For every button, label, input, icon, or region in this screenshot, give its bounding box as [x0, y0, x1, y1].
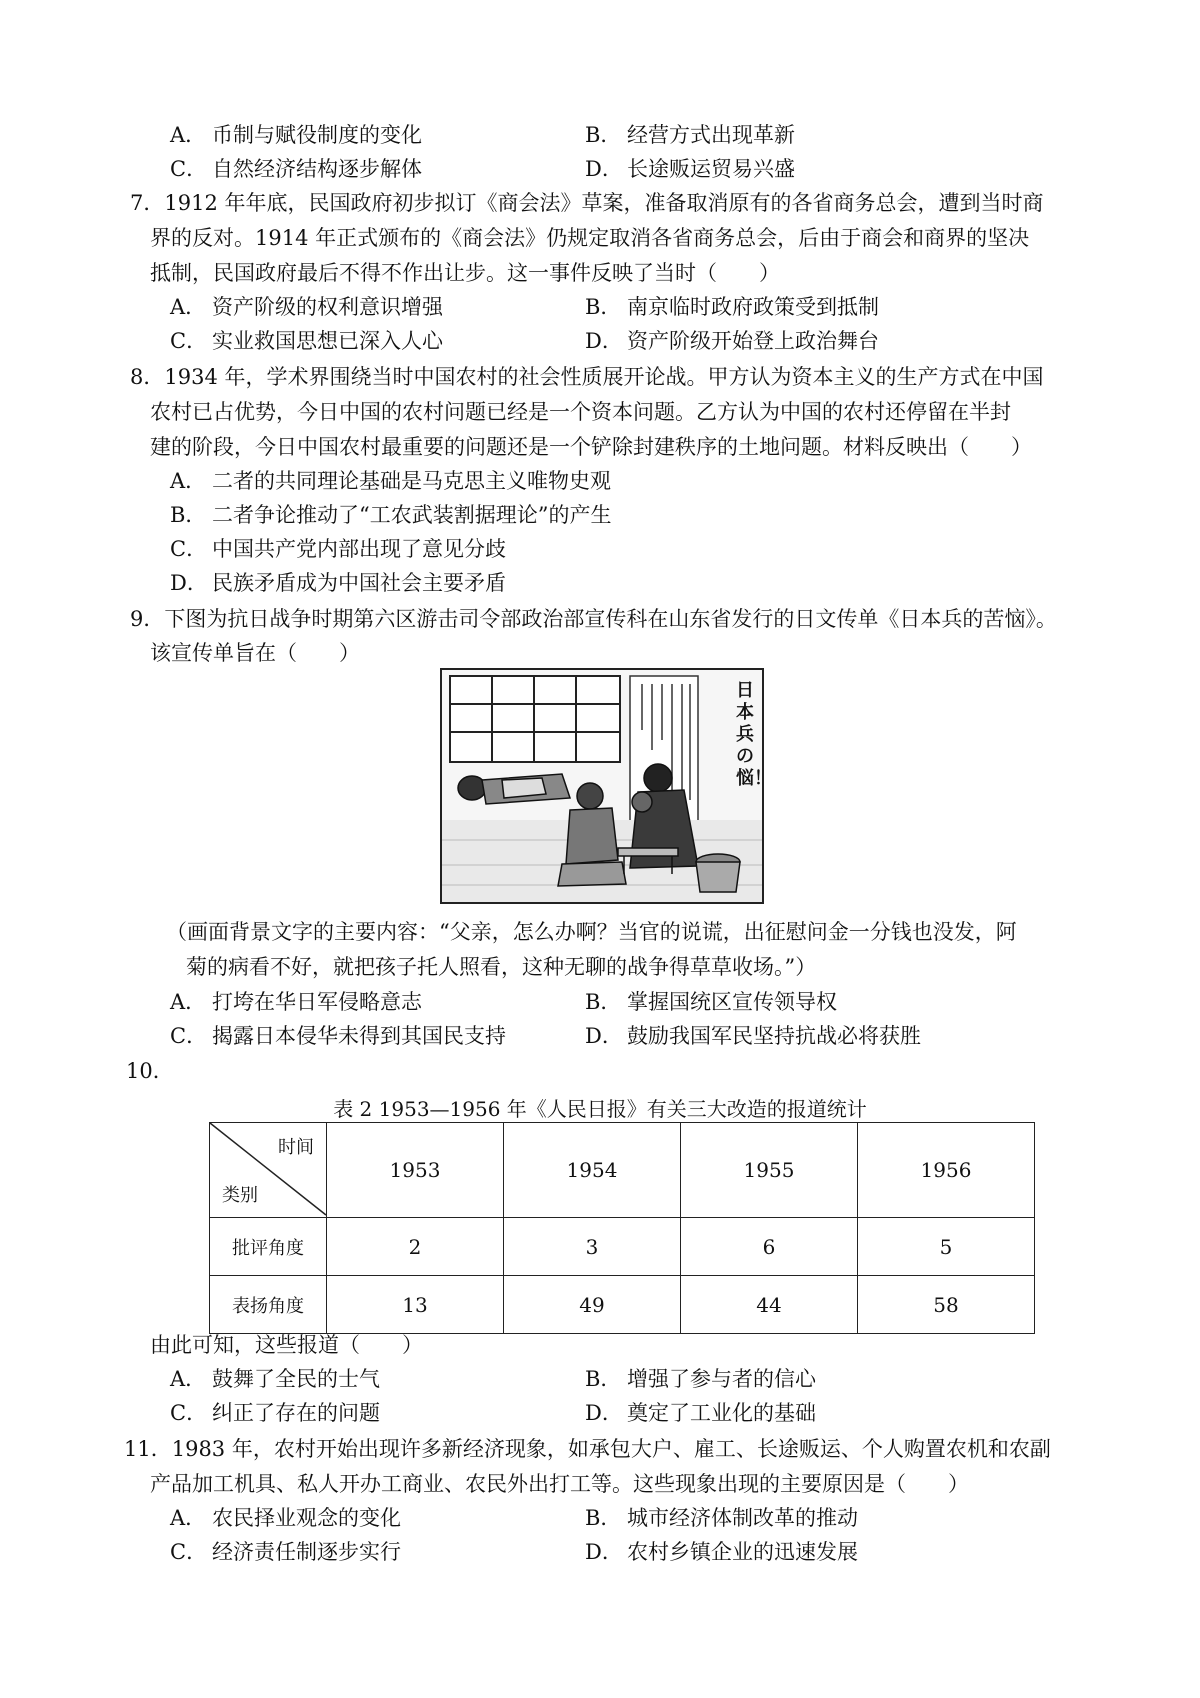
q7-option-c[interactable]: C． 实业救国思想已深入人心 [170, 329, 443, 353]
q7-stem-line2: 界的反对。1914 年正式颁布的《商会法》仍规定取消各省商务总会，后由于商会和商界的坚决 [150, 226, 1030, 250]
q8-stem-line2: 农村已占优势，今日中国的农村问题已经是一个资本问题。乙方认为中国的农村还停留在半封 [150, 400, 1011, 424]
q11-option-b[interactable]: B． 城市经济体制改革的推动 [585, 1506, 858, 1530]
year-header: 1953 [327, 1123, 504, 1218]
q7-option-a[interactable]: A． 资产阶级的权利意识增强 [170, 295, 443, 319]
q7-stem-line1: 7．1912 年年底，民国政府初步拟订《商会法》草案，准备取消原有的各省商务总会，遭到当时商 [130, 191, 1044, 215]
table-row [210, 1218, 1035, 1276]
q7-option-d[interactable]: D． 资产阶级开始登上政治舞台 [585, 329, 879, 353]
year-header: 1955 [681, 1123, 858, 1218]
corner-label-time: 时间 [278, 1137, 314, 1158]
q9-stem-line1: 9．下图为抗日战争时期第六区游击司令部政治部宣传科在山东省发行的日文传单《日本兵的苦恼》。 [130, 607, 1057, 631]
q11-option-a[interactable]: A． 农民择业观念的变化 [170, 1506, 401, 1530]
q8-option-c[interactable]: C． 中国共产党内部出现了意见分歧 [170, 537, 506, 561]
year-header: 1954 [504, 1123, 681, 1218]
q11-stem-line2: 产品加工机具、私人开办工商业、农民外出打工等。这些现象出现的主要原因是（ ） [150, 1472, 969, 1496]
q10-option-b[interactable]: B． 增强了参与者的信心 [585, 1367, 816, 1391]
q8-stem-line1: 8．1934 年，学术界围绕当时中国农村的社会性质展开论战。甲方认为资本主义的生产方式在中国 [130, 365, 1044, 389]
leaflet-drawing [442, 670, 772, 902]
leaflet-caption: 日本兵の悩！ [736, 680, 772, 789]
table-cell: 2 [327, 1218, 504, 1276]
shoji-window [450, 676, 620, 762]
q6-option-d[interactable]: D． 长途贩运贸易兴盛 [585, 157, 795, 181]
report-stats-table [209, 1122, 1035, 1334]
q11-option-c[interactable]: C． 经济责任制逐步实行 [170, 1540, 401, 1564]
table-title: 表 2 1953—1956 年《人民日报》有关三大改造的报道统计 [333, 1097, 867, 1121]
brazier-pot [696, 854, 740, 892]
lying-figure [458, 774, 570, 804]
year-header: 1956 [858, 1123, 1035, 1218]
q10-option-a[interactable]: A． 鼓舞了全民的士气 [170, 1367, 380, 1391]
q9-option-d[interactable]: D． 鼓励我国军民坚持抗战必将获胜 [585, 1024, 921, 1048]
q8-option-b[interactable]: B． 二者争论推动了“工农武装割据理论”的产生 [170, 503, 612, 527]
leaflet-illustration [440, 668, 772, 904]
q9-option-b[interactable]: B． 掌握国统区宣传领导权 [585, 990, 837, 1014]
q10-option-d[interactable]: D． 奠定了工业化的基础 [585, 1401, 816, 1425]
q9-option-c[interactable]: C． 揭露日本侵华未得到其国民支持 [170, 1024, 506, 1048]
q10-option-c[interactable]: C． 纠正了存在的问题 [170, 1401, 380, 1425]
q9-stem-line2: 该宣传单旨在（ ） [150, 641, 360, 665]
table-cell: 13 [327, 1276, 504, 1334]
q9-note-line1: （画面背景文字的主要内容：“父亲，怎么办啊？当官的说谎，出征慰问金一分钱也没发，阿 [166, 920, 1017, 944]
q6-option-c[interactable]: C． 自然经济结构逐步解体 [170, 157, 422, 181]
table-corner-cell [210, 1123, 327, 1218]
table-cell: 58 [858, 1276, 1035, 1334]
table-row [210, 1276, 1035, 1334]
q11-option-d[interactable]: D． 农村乡镇企业的迅速发展 [585, 1540, 858, 1564]
table-cell: 49 [504, 1276, 681, 1334]
corner-label-category: 类别 [222, 1185, 258, 1206]
q9-option-a[interactable]: A． 打垮在华日军侵略意志 [170, 990, 422, 1014]
q8-option-d[interactable]: D． 民族矛盾成为中国社会主要矛盾 [170, 571, 506, 595]
q11-stem-line1: 11．1983 年，农村开始出现许多新经济现象，如承包大户、雇工、长途贩运、个人购置农机和农副 [124, 1437, 1051, 1461]
table-cell: 6 [681, 1218, 858, 1276]
q8-stem-line3: 建的阶段，今日中国农村最重要的问题还是一个铲除封建秩序的土地问题。材料反映出（ ） [150, 435, 1032, 459]
q7-option-b[interactable]: B． 南京临时政府政策受到抵制 [585, 295, 879, 319]
q7-stem-line3: 抵制，民国政府最后不得不作出让步。这一事件反映了当时（ ） [150, 261, 780, 285]
q9-note-line2: 菊的病看不好，就把孩子托人照看，这种无聊的战争得草草收场。”） [186, 955, 817, 979]
table-cell: 3 [504, 1218, 681, 1276]
row-label: 批评角度 [210, 1218, 327, 1276]
table-header-row [210, 1123, 1035, 1218]
q6-option-b[interactable]: B． 经营方式出现革新 [585, 123, 795, 147]
table-cell: 5 [858, 1218, 1035, 1276]
table-cell: 44 [681, 1276, 858, 1334]
q10-number: 10． [126, 1059, 174, 1083]
row-label: 表扬角度 [210, 1276, 327, 1334]
q6-option-a[interactable]: A． 币制与赋役制度的变化 [170, 123, 422, 147]
q8-option-a[interactable]: A． 二者的共同理论基础是马克思主义唯物史观 [170, 469, 611, 493]
q10-stem: 由此可知，这些报道（ ） [150, 1333, 423, 1357]
